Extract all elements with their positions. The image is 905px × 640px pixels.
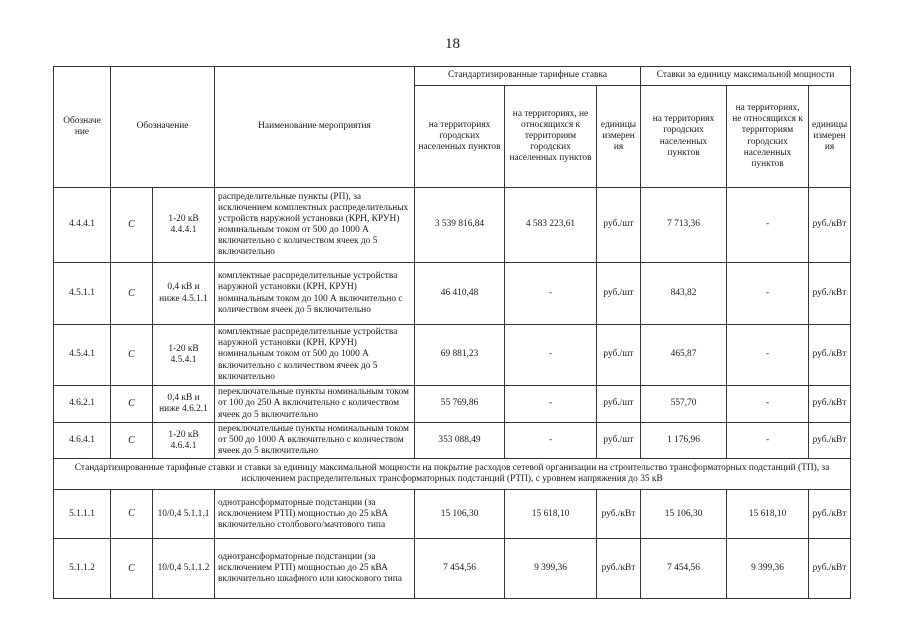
cell-code: 5.1.1.2 [54, 539, 111, 599]
header-code: Обозначе ние [54, 67, 111, 188]
cell-voltage: 1-20 кВ 4.4.4.1 [153, 188, 215, 263]
cell-non-urban: 4 583 223,61 [505, 188, 597, 263]
cell-non-urban-mp: - [727, 423, 809, 459]
cell-urban-mp: 7 713,36 [641, 188, 727, 263]
cell-non-urban-mp: - [727, 188, 809, 263]
cell-unit-mp: руб./кВт [809, 263, 851, 325]
tariff-table [53, 66, 851, 599]
header-designation: Обозначение [111, 67, 215, 188]
cell-non-urban: - [505, 423, 597, 459]
cell-code: 4.6.4.1 [54, 423, 111, 459]
cell-unit-mp: руб./кВт [809, 490, 851, 539]
cell-unit: руб./шт [597, 325, 641, 386]
cell-unit: руб./шт [597, 188, 641, 263]
section-title: Стандартизированные тарифные ставки и ставки за единицу максимальной мощности на покрытие расходов сетевой организации на строительство трансформаторных подстанций (ТП), за исключением распределительных трансформаторных подстанций (РТП), с уровнем напряжения до 35 кВ [54, 459, 851, 490]
header-group-standard: Стандартизированные тарифные ставка [415, 67, 641, 86]
cell-letter: С [111, 263, 153, 325]
cell-unit-mp: руб./кВт [809, 325, 851, 386]
cell-unit: руб./кВт [597, 490, 641, 539]
cell-non-urban-mp: 9 399,36 [727, 539, 809, 599]
header-name: Наименование мероприятия [215, 67, 415, 188]
cell-urban-mp: 557,70 [641, 386, 727, 423]
cell-non-urban-mp: - [727, 325, 809, 386]
table-row [54, 490, 851, 539]
cell-voltage: 0,4 кВ и ниже 4.6.2.1 [153, 386, 215, 423]
cell-voltage: 1-20 кВ 4.6.4.1 [153, 423, 215, 459]
cell-name: переключательные пункты номинальным током от 100 до 250 А включительно с количеством ячеек до 5 включительно [215, 386, 415, 423]
cell-unit: руб./шт [597, 386, 641, 423]
cell-urban-mp: 1 176,96 [641, 423, 727, 459]
cell-urban-mp: 15 106,30 [641, 490, 727, 539]
table-row [54, 539, 851, 599]
cell-voltage: 10/0,4 5.1.1.2 [153, 539, 215, 599]
cell-letter: С [111, 539, 153, 599]
header-non-urban: на территориях, не относящихся к территориям городских населенных пунктов [505, 86, 597, 188]
cell-name: переключательные пункты номинальным током от 500 до 1000 А включительно с количеством ячеек до 5 включительно [215, 423, 415, 459]
header-unit: единицы измерен ия [597, 86, 641, 188]
cell-letter: С [111, 490, 153, 539]
cell-urban-mp: 843,82 [641, 263, 727, 325]
page-number: 18 [445, 36, 460, 52]
cell-letter: С [111, 325, 153, 386]
cell-voltage: 0,4 кВ и ниже 4.5.1.1 [153, 263, 215, 325]
cell-urban: 46 410,48 [415, 263, 505, 325]
cell-urban: 69 881,23 [415, 325, 505, 386]
cell-name: комплектные распределительные устройства наружной установки (КРН, КРУН) номинальным током от 500 до 1000 А включительно с количеством ячеек до 5 включительно [215, 325, 415, 386]
cell-non-urban: - [505, 386, 597, 423]
cell-urban-mp: 465,87 [641, 325, 727, 386]
cell-non-urban: 9 399,36 [505, 539, 597, 599]
cell-code: 4.4.4.1 [54, 188, 111, 263]
cell-code: 5.1.1.1 [54, 490, 111, 539]
cell-urban: 15 106,30 [415, 490, 505, 539]
table-row [54, 188, 851, 263]
cell-name: однотрансформаторные подстанции (за исключением РТП) мощностью до 25 кВА включительно шкафного или киоскового типа [215, 539, 415, 599]
header-urban-mp: на территориях городских населенных пунктов [641, 86, 727, 188]
table-row [54, 263, 851, 325]
cell-non-urban-mp: - [727, 263, 809, 325]
cell-name: распределительные пункты (РП), за исключением комплектных распределительных устройств наружной установки (КРН, КРУН) номинальным током от 500 до 1000 А включительно с количеством ячеек до 5 включительно [215, 188, 415, 263]
cell-non-urban-mp: 15 618,10 [727, 490, 809, 539]
table-row [54, 423, 851, 459]
cell-voltage: 1-20 кВ 4.5.4.1 [153, 325, 215, 386]
cell-urban: 55 769,86 [415, 386, 505, 423]
cell-unit-mp: руб./кВт [809, 539, 851, 599]
header-urban: на территориях городских населенных пунктов [415, 86, 505, 188]
cell-letter: С [111, 386, 153, 423]
cell-voltage: 10/0,4 5.1.1.1 [153, 490, 215, 539]
cell-unit-mp: руб./кВт [809, 423, 851, 459]
table-row [54, 325, 851, 386]
cell-name: однотрансформаторные подстанции (за исключением РТП) мощностью до 25 кВА включительно столбового/мачтового типа [215, 490, 415, 539]
cell-urban: 7 454,56 [415, 539, 505, 599]
cell-urban-mp: 7 454,56 [641, 539, 727, 599]
header-group-max-power: Ставки за единицу максимальной мощности [641, 67, 851, 86]
cell-unit: руб./кВт [597, 539, 641, 599]
cell-non-urban: - [505, 263, 597, 325]
header-unit-mp: единицы измерен ия [809, 86, 851, 188]
cell-letter: С [111, 188, 153, 263]
cell-code: 4.5.4.1 [54, 325, 111, 386]
cell-non-urban-mp: - [727, 386, 809, 423]
cell-urban: 3 539 816,84 [415, 188, 505, 263]
cell-non-urban: - [505, 325, 597, 386]
cell-urban: 353 088,49 [415, 423, 505, 459]
cell-name: комплектные распределительные устройства наружной установки (КРН, КРУН) номинальным током до 100 А включительно с количеством ячеек до 5 включительно [215, 263, 415, 325]
cell-code: 4.6.2.1 [54, 386, 111, 423]
cell-unit-mp: руб./кВт [809, 386, 851, 423]
cell-non-urban: 15 618,10 [505, 490, 597, 539]
table-row [54, 386, 851, 423]
header-row-groups [54, 67, 851, 86]
cell-code: 4.5.1.1 [54, 263, 111, 325]
header-non-urban-mp: на территориях, не относящихся к территориям городских населенных пунктов [727, 86, 809, 188]
cell-letter: С [111, 423, 153, 459]
cell-unit-mp: руб./кВт [809, 188, 851, 263]
cell-unit: руб./шт [597, 263, 641, 325]
section-row [54, 459, 851, 490]
cell-unit: руб./шт [597, 423, 641, 459]
